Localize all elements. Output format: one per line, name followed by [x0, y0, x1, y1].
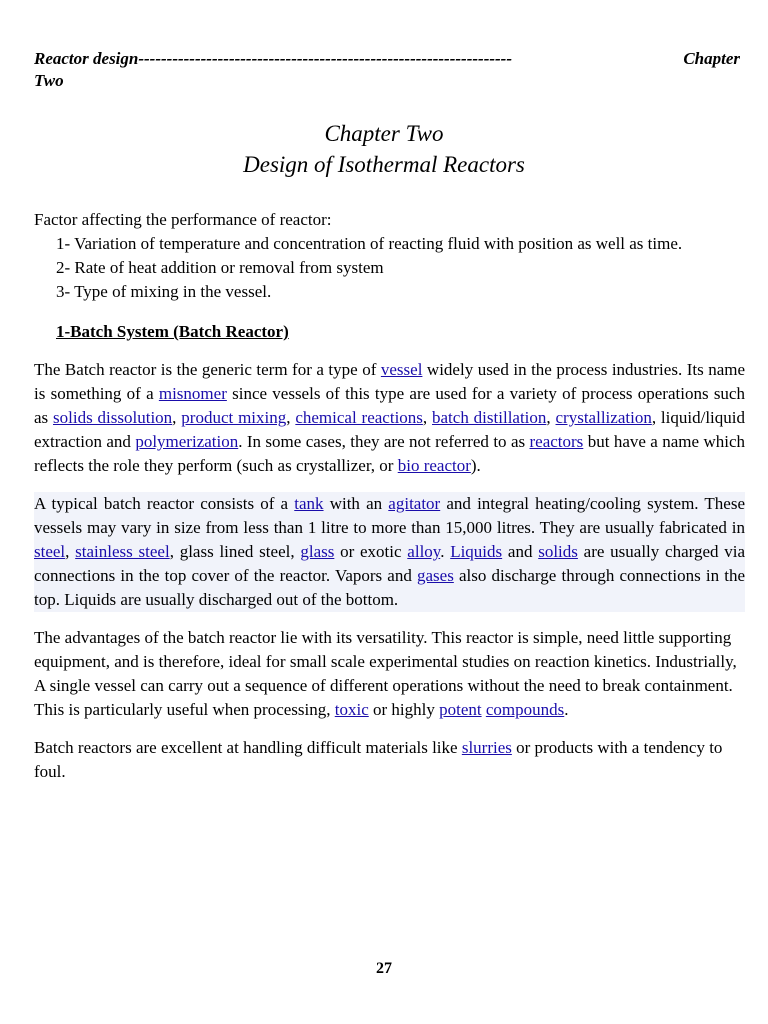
section-heading: 1-Batch System (Batch Reactor) [56, 322, 289, 341]
factor-item: 2- Rate of heat addition or removal from system [56, 258, 384, 277]
paragraph-text: and [502, 542, 539, 561]
paragraph-text: but have a name which reflects the role they perform (such as crystallizer, or [34, 432, 746, 475]
paragraph-text: The Batch reactor is the generic term for a type of [34, 360, 381, 379]
hyperlink-solids[interactable]: solids [538, 542, 578, 561]
header-dashes: ------------------------------------------------------------------ [138, 49, 512, 68]
paragraph-batch-reactor-definition [34, 358, 745, 478]
paragraph-text: , [65, 542, 76, 561]
hyperlink-bio-reactor[interactable]: bio reactor [397, 456, 471, 475]
paragraph-text: or exotic [334, 542, 408, 561]
hyperlink-chemical-reactions[interactable]: chemical reactions [295, 408, 423, 427]
paragraph-difficult-materials [34, 736, 745, 784]
paragraph-text: A typical batch reactor consists of a [34, 494, 295, 513]
header-line [34, 48, 740, 70]
factor-item: 3- Type of mixing in the vessel. [56, 282, 272, 301]
hyperlink-misnomer[interactable]: misnomer [158, 384, 227, 403]
header-title [34, 48, 512, 70]
hyperlink-alloy[interactable]: alloy [407, 542, 441, 561]
paragraph-text: since vessels of this type are used for a variety of process operations such as [34, 384, 745, 427]
chapter-title-line2: Design of Isothermal Reactors [243, 152, 525, 177]
hyperlink-crystallization[interactable]: crystallization [555, 408, 652, 427]
hyperlink-glass[interactable]: glass [300, 542, 335, 561]
hyperlink-gases[interactable]: gases [417, 566, 454, 585]
paragraph-text: , liquid/liquid extraction and [34, 408, 745, 451]
paragraph-text: ). [470, 456, 481, 475]
header-chapter: Chapter [683, 49, 740, 68]
hyperlink-compounds[interactable]: compounds [485, 700, 565, 719]
paragraph-text: widely used in the process industries. Its name is something of a [34, 360, 746, 403]
header-chapter-continued: Two [34, 71, 64, 90]
header-left-text: Reactor design [34, 49, 139, 68]
chapter-title-line1: Chapter Two [324, 121, 444, 146]
page-number: 27 [376, 960, 392, 977]
hyperlink-product-mixing[interactable]: product mixing [181, 408, 287, 427]
intro-text: Factor affecting the performance of reactor: [34, 210, 332, 229]
paragraph-text: , [286, 408, 296, 427]
page-header [34, 48, 740, 92]
hyperlink-slurries[interactable]: slurries [461, 738, 512, 757]
factor-item: 1- Variation of temperature and concentration of reacting fluid with position as well as time. [56, 234, 683, 253]
paragraph-text: and integral heating/cooling system. These vessels may vary in size from less than 1 litre to more than 15,000 litres. They are usually fabricated in [34, 494, 745, 537]
hyperlink-steel[interactable]: steel [34, 542, 66, 561]
hyperlink-toxic[interactable]: toxic [334, 700, 369, 719]
hyperlink-reactors[interactable]: reactors [529, 432, 584, 451]
paragraph-text: or products with a tendency to foul. [34, 738, 723, 781]
paragraph-advantages [34, 626, 745, 722]
chapter-title [0, 118, 768, 180]
paragraph-text: The advantages of the batch reactor lie with its versatility. This reactor is simple, need little supporting equipment, and is therefore, ideal for small scale experimental studies on reaction kinetics. Industrially, A single vessel can carry out a sequence of different operations without the need to break containment. This is particularly useful when processing, [34, 628, 737, 719]
paragraph-text: , glass lined steel, [169, 542, 301, 561]
paragraph-text: , [172, 408, 182, 427]
paragraph-text: . In some cases, they are not referred to as [238, 432, 530, 451]
hyperlink-liquids[interactable]: Liquids [450, 542, 503, 561]
hyperlink-batch-distillation[interactable]: batch distillation [432, 408, 547, 427]
page-content [34, 208, 745, 784]
paragraph-text: , [546, 408, 556, 427]
paragraph-text: , [422, 408, 433, 427]
hyperlink-stainless-steel[interactable]: stainless steel [75, 542, 170, 561]
paragraph-text: . [564, 700, 569, 719]
paragraph-text: also discharge through connections in the top. Liquids are usually discharged out of the bottom. [34, 566, 745, 609]
hyperlink-vessel[interactable]: vessel [380, 360, 423, 379]
paragraph-text: or highly [368, 700, 440, 719]
paragraph-text: Batch reactors are excellent at handling difficult materials like [34, 738, 462, 757]
paragraph-text: . [440, 542, 451, 561]
hyperlink-agitator[interactable]: agitator [388, 494, 441, 513]
hyperlink-polymerization[interactable]: polymerization [135, 432, 239, 451]
factor-list [34, 232, 745, 304]
paragraph-text: are usually charged via connections in the top cover of the reactor. Vapors and [34, 542, 746, 585]
hyperlink-potent[interactable]: potent [439, 700, 482, 719]
paragraph-text: with an [323, 494, 389, 513]
paragraph-typical-batch-reactor [34, 492, 745, 612]
hyperlink-solids-dissolution[interactable]: solids dissolution [53, 408, 173, 427]
hyperlink-tank[interactable]: tank [294, 494, 324, 513]
